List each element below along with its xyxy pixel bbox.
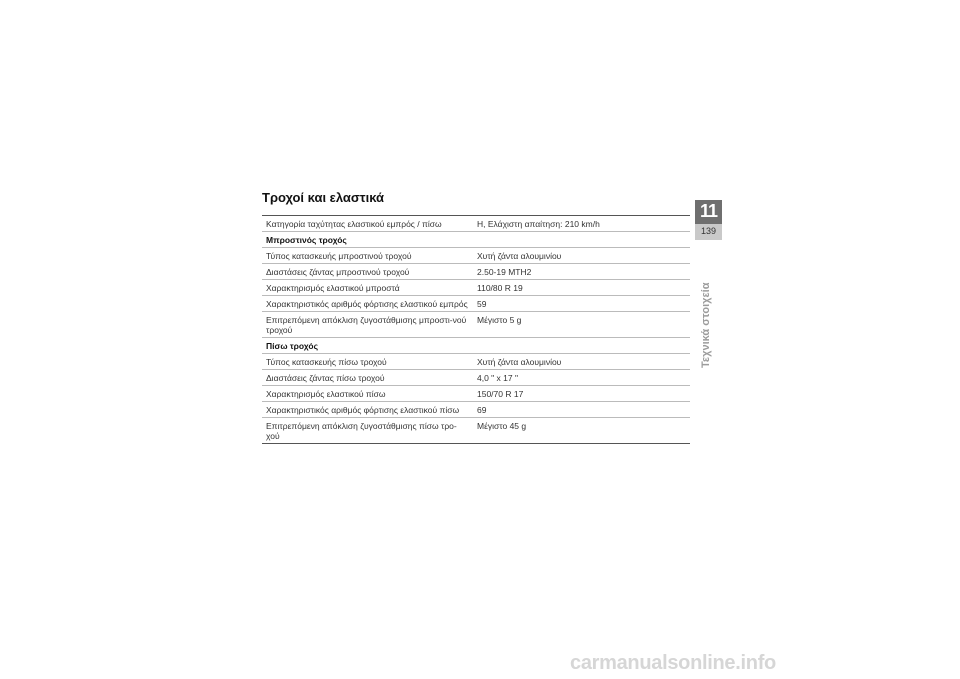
table-row <box>262 354 690 370</box>
row-label: Επιτρεπόμενη απόκλιση ζυγοστάθμισης μπροστι-νού τροχού <box>262 312 473 338</box>
table-row <box>262 418 690 444</box>
row-label: Τύπος κατασκευής μπροστινού τροχού <box>262 248 473 264</box>
row-value: 2.50-19 MTH2 <box>473 264 690 280</box>
table-row <box>262 370 690 386</box>
row-label: Κατηγορία ταχύτητας ελαστικού εμπρός / πίσω <box>262 216 473 232</box>
row-label: Χαρακτηριστικός αριθμός φόρτισης ελαστικού εμπρός <box>262 296 473 312</box>
side-chapter-title: Τεχνικά στοιχεία <box>700 282 712 368</box>
row-value: Χυτή ζάντα αλουμινίου <box>473 354 690 370</box>
section-label: Μπροστινός τροχός <box>262 232 690 248</box>
section-label: Πίσω τροχός <box>262 338 690 354</box>
row-label: Χαρακτηρισμός ελαστικού μπροστά <box>262 280 473 296</box>
row-value: Χυτή ζάντα αλουμινίου <box>473 248 690 264</box>
row-label: Επιτρεπόμενη απόκλιση ζυγοστάθμισης πίσω τρο-χού <box>262 418 473 444</box>
table-row <box>262 216 690 232</box>
row-label: Διαστάσεις ζάντας πίσω τροχού <box>262 370 473 386</box>
page-number: 139 <box>700 226 717 236</box>
row-value: H, Ελάχιστη απαίτηση: 210 km/h <box>473 216 690 232</box>
row-value: 4,0 " x 17 " <box>473 370 690 386</box>
table-row <box>262 280 690 296</box>
table-row <box>262 248 690 264</box>
row-value: 59 <box>473 296 690 312</box>
table-row <box>262 312 690 338</box>
row-label: Τύπος κατασκευής πίσω τροχού <box>262 354 473 370</box>
row-value: 69 <box>473 402 690 418</box>
table-row <box>262 264 690 280</box>
table-row <box>262 402 690 418</box>
table-row <box>262 386 690 402</box>
row-value: 110/80 R 19 <box>473 280 690 296</box>
chapter-number: 11 <box>699 201 718 221</box>
watermark-text: carmanualsonline.info <box>570 652 776 674</box>
section-header <box>262 232 690 248</box>
spec-table <box>262 215 690 444</box>
row-label: Διαστάσεις ζάντας μπροστινού τροχού <box>262 264 473 280</box>
page-number-bar <box>695 224 722 240</box>
row-value: 150/70 R 17 <box>473 386 690 402</box>
row-label: Χαρακτηριστικός αριθμός φόρτισης ελαστικού πίσω <box>262 402 473 418</box>
row-label: Χαρακτηρισμός ελαστικού πίσω <box>262 386 473 402</box>
table-row <box>262 296 690 312</box>
row-value: Μέγιστο 5 g <box>473 312 690 338</box>
page-title: Τροχοί και ελαστικά <box>262 190 385 205</box>
row-value: Μέγιστο 45 g <box>473 418 690 444</box>
chapter-badge <box>695 200 722 240</box>
section-header <box>262 338 690 354</box>
